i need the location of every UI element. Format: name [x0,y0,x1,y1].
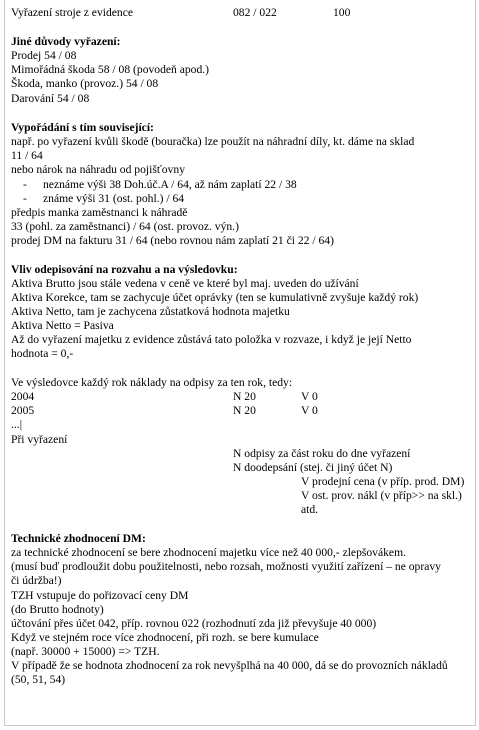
technical-line: za technické zhodnocení se bere zhodnocení majetku více než 40 000,- zlepšovákem. [11,546,406,559]
income-row [11,389,318,404]
income-intro: Ve výsledovce každý rok náklady na odpisy za ten rok, tedy: [11,376,293,389]
other-reason-item: Darování 54 / 08 [11,92,90,105]
settlement-line: 11 / 64 [11,149,43,162]
settlement-heading: Vypořádání s tím související: [11,121,154,134]
depreciation-line: hodnota = 0,- [11,347,74,360]
document-page [4,0,476,726]
disposal-line: N odpisy za část roku do dne vyřazení [233,447,411,460]
settlement-line: předpis manka zaměstnanci k náhradě [11,206,188,219]
technical-line: (musí buď prodloužit dobu použitelnosti, nebo rozsah, možnosti využití zařízení – ne opravy [11,560,441,573]
disposal-subline: V prodejní cena (v příp. prod. DM) [301,475,465,488]
settlement-line: nebo nárok na náhradu od pojišťovny [11,163,185,176]
header-row [11,5,351,20]
settlement-line: 33 (pohl. za zaměstnanci) / 64 (ost. provoz. výn.) [11,220,239,233]
income-row [11,403,318,418]
technical-heading: Technické zhodnocení DM: [11,532,146,545]
depreciation-line: Aktiva Netto, tam je zachycena zůstatková hodnota majetku [11,305,290,318]
depreciation-line: Aktiva Brutto jsou stále vedena v ceně ve které byl maj. uveden do užívání [11,277,359,290]
depreciation-heading: Vliv odepisování na rozvahu a na výsledovku: [11,263,238,276]
dash-bullet-icon: - [23,192,27,205]
income-year: 2005 [11,404,35,417]
income-ellipsis: ...| [11,418,23,431]
disposal-label: Při vyřazení [11,433,68,446]
income-year: 2004 [11,390,35,403]
settlement-line: prodej DM na fakturu 31 / 64 (nebo rovnou nám zaplatí 21 či 22 / 64) [11,234,334,247]
disposal-line: N doodepsání (stej. či jiný účet N) [233,461,393,474]
other-reason-item: Škoda, manko (provoz.) 54 / 08 [11,77,159,90]
income-side: V 0 [301,390,318,403]
other-reason-item: Prodej 54 / 08 [11,49,77,62]
income-account: N 20 [233,404,256,417]
depreciation-line: Až do vyřazení majetku z evidence zůstává tato položka v rozvaze, i když je její Netto [11,333,412,346]
header-title: Vyřazení stroje z evidence [11,6,133,19]
disposal-subline: atd. [301,503,319,516]
other-reasons-heading: Jiné důvody vyřazení: [11,35,121,48]
other-reason-item: Mimořádná škoda 58 / 08 (povodeň apod.) [11,63,210,76]
settlement-bullet: - známe výši 31 (ost. pohl.) / 64 [23,192,185,205]
header-accounts: 082 / 022 [233,6,277,19]
settlement-bullet: - neznáme výši 38 Doh.úč.A / 64, až nám zaplatí 22 / 38 [23,178,297,191]
technical-line: či údržba!) [11,574,62,587]
dash-bullet-icon: - [23,178,27,191]
income-side: V 0 [301,404,318,417]
depreciation-line: Aktiva Netto = Pasiva [11,319,114,332]
settlement-line: např. po vyřazení kvůli škodě (bouračka) lze použít na náhradní díly, kt. dáme na sklad [11,135,415,148]
disposal-subline: V ost. prov. nákl (v příp>> na skl.) [301,489,462,502]
technical-line: (např. 30000 + 15000) => TZH. [11,645,160,658]
technical-line: TZH vstupuje do pořizovací ceny DM [11,589,189,602]
depreciation-line: Aktiva Korekce, tam se zachycuje účet oprávky (ten se kumulativně zvyšuje každý rok) [11,291,419,304]
income-account: N 20 [233,390,256,403]
technical-line: V případě že se hodnota zhodnocení za rok nevyšplhá na 40 000, dá se do provozních nákladů [11,659,448,672]
header-amount: 100 [333,6,351,19]
technical-line: (do Brutto hodnoty) [11,603,104,616]
technical-line: (50, 51, 54) [11,673,66,686]
technical-line: Když ve stejném roce více zhodnocení, při rozh. se bere kumulace [11,631,319,644]
technical-line: účtování přes účet 042, příp. rovnou 022 (rozhodnutí zda již převyšuje 40 000) [11,617,377,630]
